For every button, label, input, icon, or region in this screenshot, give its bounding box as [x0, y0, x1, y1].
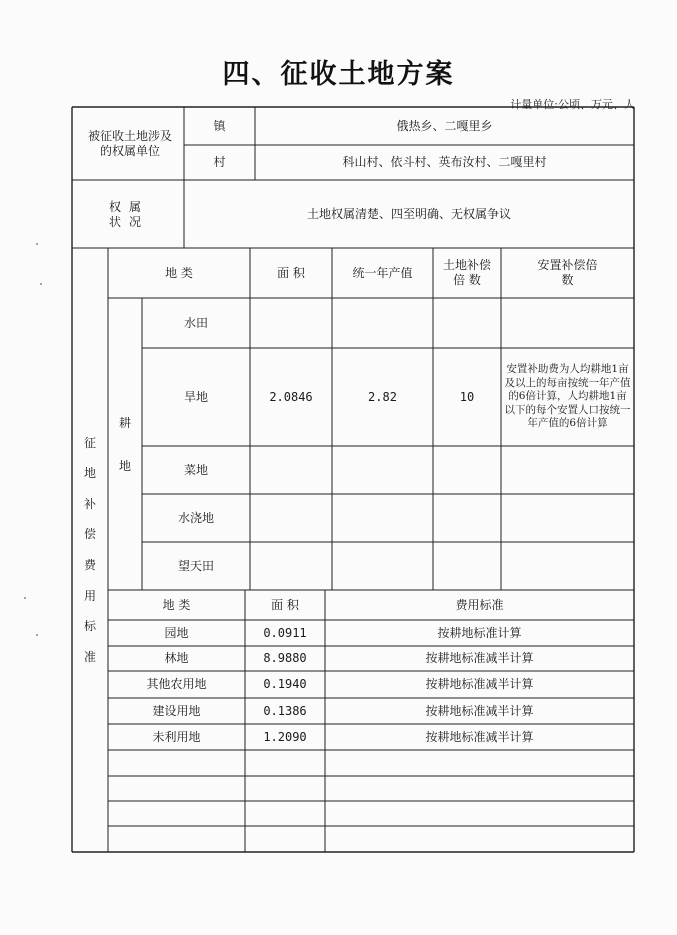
land-type-cell: 未利用地 — [152, 729, 201, 744]
area-cell: 0.0911 — [263, 625, 307, 640]
standard-cell: 按耕地标准减半计算 — [425, 651, 534, 665]
land-type-cell: 旱地 — [183, 389, 208, 404]
standard-cell: 按耕地标准减半计算 — [425, 729, 534, 744]
header-area: 面 积 — [277, 265, 305, 280]
standard-cell: 按耕地标准减半计算 — [425, 677, 534, 691]
town-value: 俄热乡、二嘎里乡 — [396, 118, 493, 133]
rights-value: 土地权属清楚、四至明确、无权属争议 — [306, 206, 511, 221]
land-type-cell: 建设用地 — [152, 703, 201, 718]
other-header-area: 面 积 — [271, 597, 299, 612]
area-cell: 0.1386 — [263, 703, 307, 718]
standard-cell: 按耕地标准计算 — [437, 625, 522, 640]
land-type-cell: 菜地 — [183, 462, 208, 477]
value-cell: 2.82 — [368, 389, 397, 404]
land-type-cell: 水田 — [183, 315, 208, 330]
land-multiple-cell: 10 — [459, 389, 475, 404]
scan-speck — [36, 243, 38, 245]
land-type-cell: 林地 — [164, 651, 189, 665]
header-land-multiple: 土地补偿倍 数 — [442, 258, 491, 287]
land-type-cell: 水浇地 — [177, 510, 214, 525]
header-unified-value: 统一年产值 — [352, 265, 413, 280]
ownership-label: 被征收土地涉及的权属单位 — [87, 129, 172, 158]
area-cell: 8.9880 — [263, 651, 307, 665]
area-cell: 0.1940 — [263, 677, 307, 691]
town-label: 镇 — [213, 118, 226, 133]
village-value: 科山村、依斗村、英布汝村、二嘎里村 — [342, 155, 547, 169]
land-type-cell: 其他农用地 — [146, 677, 207, 691]
land-type-cell: 园地 — [164, 625, 189, 640]
scan-speck — [24, 597, 26, 599]
cultivated-label: 耕地 — [119, 415, 132, 473]
area-cell: 1.2090 — [263, 729, 307, 744]
page-title: 四、征收土地方案 — [222, 59, 455, 90]
scan-speck — [40, 283, 42, 285]
unit-note: 计量单位:公顷、万元、人 — [510, 98, 635, 111]
other-header-standard: 费用标准 — [455, 597, 504, 612]
area-cell: 2.0846 — [269, 389, 313, 404]
standard-cell: 按耕地标准减半计算 — [425, 703, 534, 718]
rights-label: 权属状况 — [109, 200, 150, 229]
land-type-cell: 望天田 — [177, 558, 214, 573]
other-header-land-type: 地 类 — [162, 597, 191, 612]
header-land-type: 地 类 — [165, 265, 193, 280]
resettle-note: 安置补助费为人均耕地1亩及以上的每亩按统一年产值的6倍计算，人均耕地1亩以下的每个安置人口按统一年产值的6倍计算 — [504, 362, 631, 430]
scan-speck — [36, 634, 38, 636]
village-label: 村 — [213, 155, 226, 169]
header-resettle-multiple: 安置补偿倍 数 — [537, 258, 598, 287]
compensation-side-label: 征地补偿费用标准 — [84, 435, 97, 664]
